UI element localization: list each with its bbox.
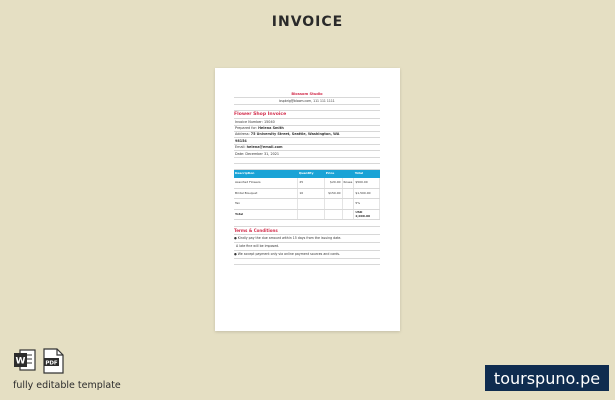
date-label: Date: — [235, 151, 245, 156]
pdf-icon-label: PDF — [45, 360, 58, 367]
prepared-for-value: Helena Smith — [258, 126, 284, 131]
invoice-number-label: Invoice Number: — [235, 119, 263, 124]
spacer-row — [234, 259, 380, 265]
table-cell — [342, 199, 354, 210]
address-line1: 75 University Street, Seattle, Washington, WA — [250, 132, 340, 137]
table-cell: Assorted Flowers — [234, 178, 298, 188]
company-contact: bspbrig@bloom.com, 111 111 1111 — [234, 98, 380, 104]
table-cell: Bridal Bouquet — [234, 188, 298, 199]
brand-logo: tourspuno.pe — [485, 365, 609, 391]
items-table — [234, 170, 380, 220]
term-text: A late fine will be imposed. — [236, 243, 280, 248]
table-cell: $20.00 — [325, 178, 342, 188]
page-title: INVOICE — [271, 14, 344, 30]
table-cell: Tax — [234, 199, 298, 210]
editable-template-label: fully editable template — [13, 380, 121, 391]
table-cell: 5% — [354, 199, 380, 210]
invoice-preview — [215, 68, 400, 331]
term-item: ● We accept payment only via online payment sources and cards. — [234, 251, 380, 259]
terms-heading: Terms & Conditions — [234, 227, 380, 235]
total-value: USD 2,000.00 — [354, 209, 380, 220]
table-header-total: Total — [354, 170, 380, 178]
table-header-description: Description — [234, 170, 298, 178]
term-item — [234, 243, 380, 251]
term-text: We accept payment only via online payment sources and cards. — [237, 251, 341, 256]
table-header-quantity: Quantity — [298, 170, 325, 178]
term-item: ● Kindly pay the due amount within 15 days from the issuing date. — [234, 235, 380, 243]
word-file-icon — [13, 348, 37, 372]
address-label: Address: — [235, 132, 250, 137]
table-cell: $150.00 — [325, 188, 342, 199]
table-header-blank — [342, 170, 354, 178]
table-cell — [342, 209, 354, 220]
invoice-heading: Flower Shop Invoice — [234, 111, 380, 119]
table-cell — [342, 188, 354, 199]
company-name: Blossom Studio — [234, 92, 380, 98]
table-header-row — [234, 170, 380, 178]
table-cell — [298, 199, 325, 210]
table-cell: 25 — [298, 178, 325, 188]
table-cell: Roses — [342, 178, 354, 188]
date-value: December 31, 2021 — [245, 151, 280, 156]
table-header-price: Price — [325, 170, 342, 178]
total-row — [234, 209, 380, 220]
table-row — [234, 178, 380, 188]
total-label: Total — [234, 209, 298, 220]
table-cell — [298, 209, 325, 220]
format-icons — [13, 348, 64, 374]
table-row — [234, 199, 380, 210]
table-row — [234, 188, 380, 199]
invoice-number-value: 15040 — [263, 119, 275, 124]
invoice-document — [234, 92, 380, 265]
table-cell: $1,500.00 — [354, 188, 380, 199]
table-cell: $500.00 — [354, 178, 380, 188]
term-text: Kindly pay the due amount within 15 days from the issuing date. — [237, 235, 342, 240]
word-icon-letter: W — [15, 356, 26, 367]
table-cell — [325, 209, 342, 220]
table-cell — [325, 199, 342, 210]
pdf-file-icon — [42, 348, 64, 374]
address-line2: 98154 — [235, 138, 247, 143]
email-value: helena@email.com — [246, 145, 283, 150]
table-cell: 10 — [298, 188, 325, 199]
prepared-for-label: Prepared for: — [235, 126, 258, 131]
email-label: Email: — [235, 145, 246, 150]
